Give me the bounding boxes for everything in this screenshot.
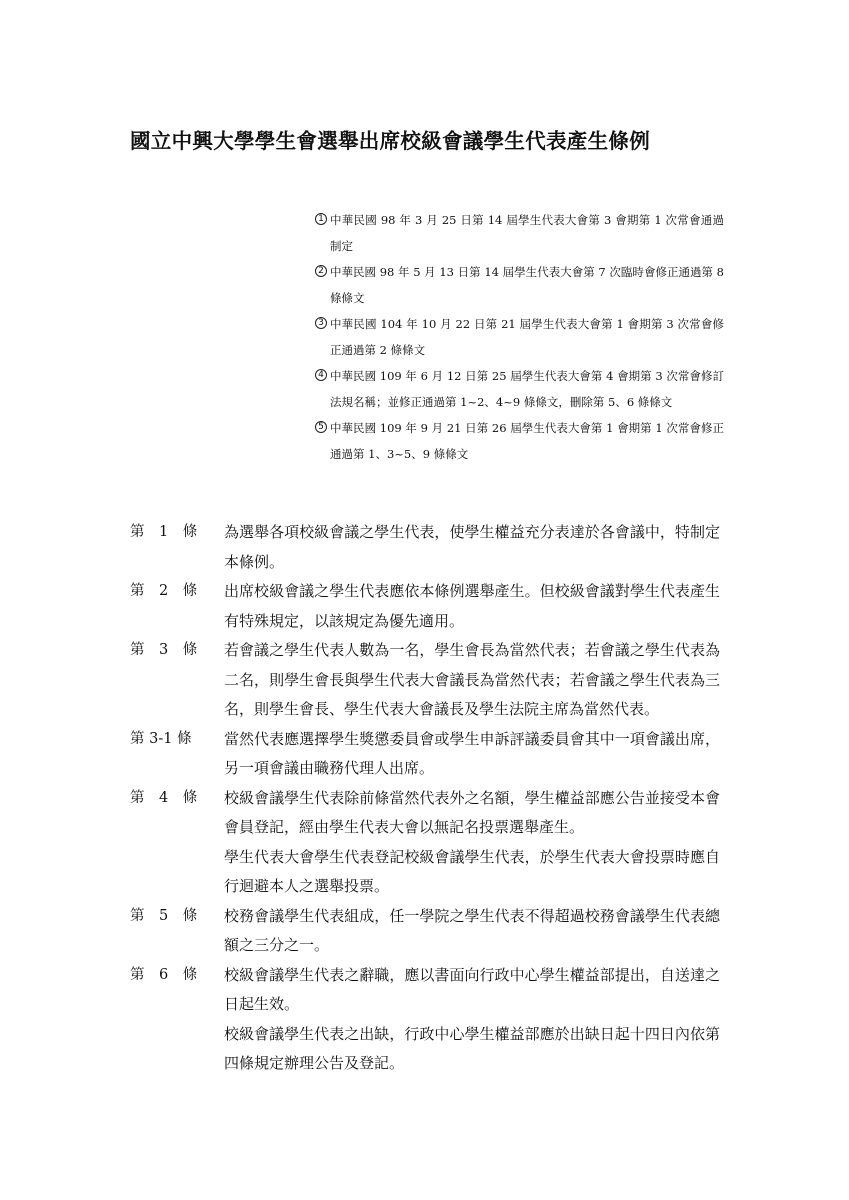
circled-number-icon: 2 — [315, 265, 327, 277]
article-body — [224, 725, 720, 784]
circled-number-icon: 4 — [315, 369, 327, 381]
history-item — [314, 415, 724, 467]
article-body — [224, 961, 720, 1079]
article-number: 第 3 條 — [130, 642, 198, 658]
article-number: 第 5 條 — [130, 907, 198, 924]
circled-number-icon: 3 — [315, 317, 327, 329]
article — [130, 725, 720, 784]
article-paragraph: 校級會議學生代表除前條當然代表外之名額，學生權益部應公告並接受本會會員登記，經由學生代表大會以無記名投票選舉產生。 — [224, 788, 720, 836]
article-body — [224, 518, 720, 577]
articles — [130, 518, 720, 1079]
history-item — [314, 311, 724, 363]
article-paragraph: 當然代表應選擇學生獎懲委員會或學生申訴評議委員會其中一項會議出席，另一項會議由職務代理人出席。 — [224, 729, 720, 777]
article-paragraph: 校級會議學生代表之辭職，應以書面向行政中心學生權益部提出，自送達之日起生效。 — [224, 965, 720, 1013]
history-text: 中華民國 104 年 10 月 22 日第 21 屆學生代表大會第 1 會期第 3 次常會修正通過第 2 條條文 — [330, 317, 724, 357]
article — [130, 518, 720, 577]
article-paragraph: 學生代表大會學生代表登記校級會議學生代表，於學生代表大會投票時應自行迴避本人之選舉投票。 — [224, 847, 720, 895]
article-body — [224, 902, 720, 961]
history-text: 中華民國 109 年 9 月 21 日第 26 屆學生代表大會第 1 會期第 1 次常會修正通過第 1、3~5、9 條條文 — [330, 421, 724, 461]
article-number: 第 6 條 — [130, 966, 198, 983]
article-body — [224, 636, 720, 725]
article-number: 第 4 條 — [130, 789, 198, 806]
article-body — [224, 577, 720, 636]
amendment-history — [314, 207, 724, 467]
article-number: 第 2 條 — [130, 583, 198, 599]
article — [130, 784, 720, 902]
article-body — [224, 784, 720, 902]
article-paragraph: 若會議之學生代表人數為一名，學生會長為當然代表；若會議之學生代表為二名，則學生會長與學生代表大會議長為當然代表；若會議之學生代表為三名，則學生會長、學生代表大會議長及學生法院主席為當然代表。 — [224, 641, 720, 718]
article — [130, 636, 720, 725]
article-paragraph: 校級會議學生代表之出缺，行政中心學生權益部應於出缺日起十四日內依第四條規定辦理公告及登記。 — [224, 1024, 720, 1072]
history-text: 中華民國 98 年 5 月 13 日第 14 屆學生代表大會第 7 次臨時會修正通過第 8 條條文 — [330, 265, 724, 305]
history-text: 中華民國 109 年 6 月 12 日第 25 屆學生代表大會第 4 會期第 3 次常會修訂法規名稱；並修正通過第 1~2、4~9 條條文，刪除第 5、6 條條文 — [330, 369, 724, 409]
article-paragraph: 出席校級會議之學生代表應依本條例選舉產生。但校級會議對學生代表產生有特殊規定，以該規定為優先適用。 — [224, 582, 720, 630]
article — [130, 577, 720, 636]
history-item — [314, 363, 724, 415]
article-number: 第 1 條 — [130, 524, 198, 540]
history-text: 中華民國 98 年 3 月 25 日第 14 屆學生代表大會第 3 會期第 1 次常會通過制定 — [330, 213, 724, 253]
article-number: 第 3-1 條 — [130, 730, 192, 747]
article — [130, 961, 720, 1079]
article — [130, 902, 720, 961]
page-title: 國立中興大學學生會選舉出席校級會議學生代表產生條例 — [130, 129, 650, 153]
history-item — [314, 259, 724, 311]
article-paragraph: 為選舉各項校級會議之學生代表，使學生權益充分表達於各會議中，特制定本條例。 — [224, 523, 720, 571]
circled-number-icon: 1 — [315, 213, 327, 225]
circled-number-icon: 5 — [315, 421, 327, 433]
history-item — [314, 207, 724, 259]
article-paragraph: 校務會議學生代表組成，任一學院之學生代表不得超過校務會議學生代表總額之三分之一。 — [224, 906, 720, 954]
